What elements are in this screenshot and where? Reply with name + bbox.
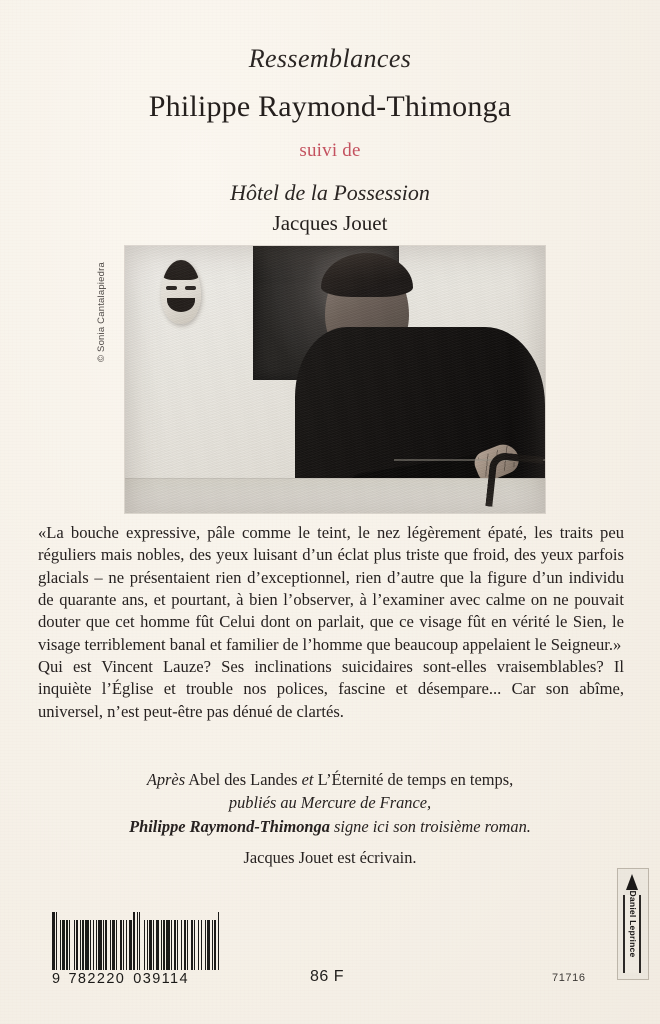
price-label: 86 F <box>310 968 345 985</box>
barcode <box>52 912 222 987</box>
jouet-note-author: Jacques Jouet <box>243 848 334 867</box>
mask-eye-right <box>185 286 196 290</box>
pencil-lead <box>626 874 638 890</box>
blurb-pitch: Qui est Vincent Lauze? Ses inclinations suicidaires sont-elles vraisemblables? Il inquiète l’Église et trouble nos polices, fascine et désempare... Car son abîme, universel, n’est peut-être pas dénué de clartés. <box>38 656 624 721</box>
publisher-logo <box>617 868 649 980</box>
author-photo-image <box>125 246 545 513</box>
previous-works-line <box>0 768 660 791</box>
previous-works-prefix: Après <box>146 770 186 789</box>
author-primary: Philippe Raymond-Thimonga <box>148 90 512 123</box>
third-novel-text: signe ici son troisième roman. <box>334 816 531 836</box>
photo-credit: © Sonia Cantalapiedra <box>96 262 107 362</box>
page-title: Ressemblances <box>248 44 412 73</box>
previous-publisher-line: publiés au Mercure de France, <box>228 793 432 813</box>
mask-mouth <box>167 298 195 312</box>
barcode-digits <box>52 971 222 987</box>
photo-wall-mask <box>161 260 201 324</box>
closing-notes <box>0 768 660 838</box>
barcode-group-left: 782220 <box>68 971 126 987</box>
previous-works-conjunction: et <box>301 770 314 789</box>
third-novel-author: Philippe Raymond-Thimonga <box>129 816 330 836</box>
publisher-name: Daniel Leprince <box>628 890 638 958</box>
blurb <box>38 522 624 723</box>
jouet-note-text: est écrivain. <box>337 848 417 867</box>
reference-code: 71716 <box>552 972 586 984</box>
jouet-note-line <box>0 848 660 868</box>
secondary-title: Hôtel de la Possession <box>230 180 430 205</box>
third-novel-line <box>0 815 660 838</box>
previous-work-2: L’Éternité de temps en temps, <box>317 770 514 789</box>
blurb-quote: «La bouche expressive, pâle comme le teint, le nez légèrement épaté, les traits peu réguliers mais nobles, des yeux luisant d’un éclat plus triste que froid, des yeux parfois glacials – ne présentaient rien d’exceptionnel, rien d’autre que la figure d’un individu de quarante ans, et pourtant, à bien l’observer, à l’examiner avec calme on ne pouvait douter que cet homme fût Celui dont on parlait, que ce visage fût en vérité le Sien, le visage terriblement banal et familier de l’homme que beaucoup appelaient le Seigneur.» <box>38 523 624 654</box>
author-photo <box>125 246 545 513</box>
mask-eye-left <box>166 286 177 290</box>
followed-by-label: suivi de <box>299 140 361 161</box>
previous-work-1: Abel des Landes <box>188 770 298 789</box>
subject-hair <box>321 253 413 297</box>
photo-chair <box>485 451 543 511</box>
author-secondary: Jacques Jouet <box>272 211 388 235</box>
barcode-bars <box>52 912 222 970</box>
barcode-space <box>219 912 222 970</box>
barcode-lead-digit: 9 <box>52 971 62 987</box>
barcode-group-right: 039114 <box>133 971 189 987</box>
photo-baseboard <box>125 478 545 513</box>
